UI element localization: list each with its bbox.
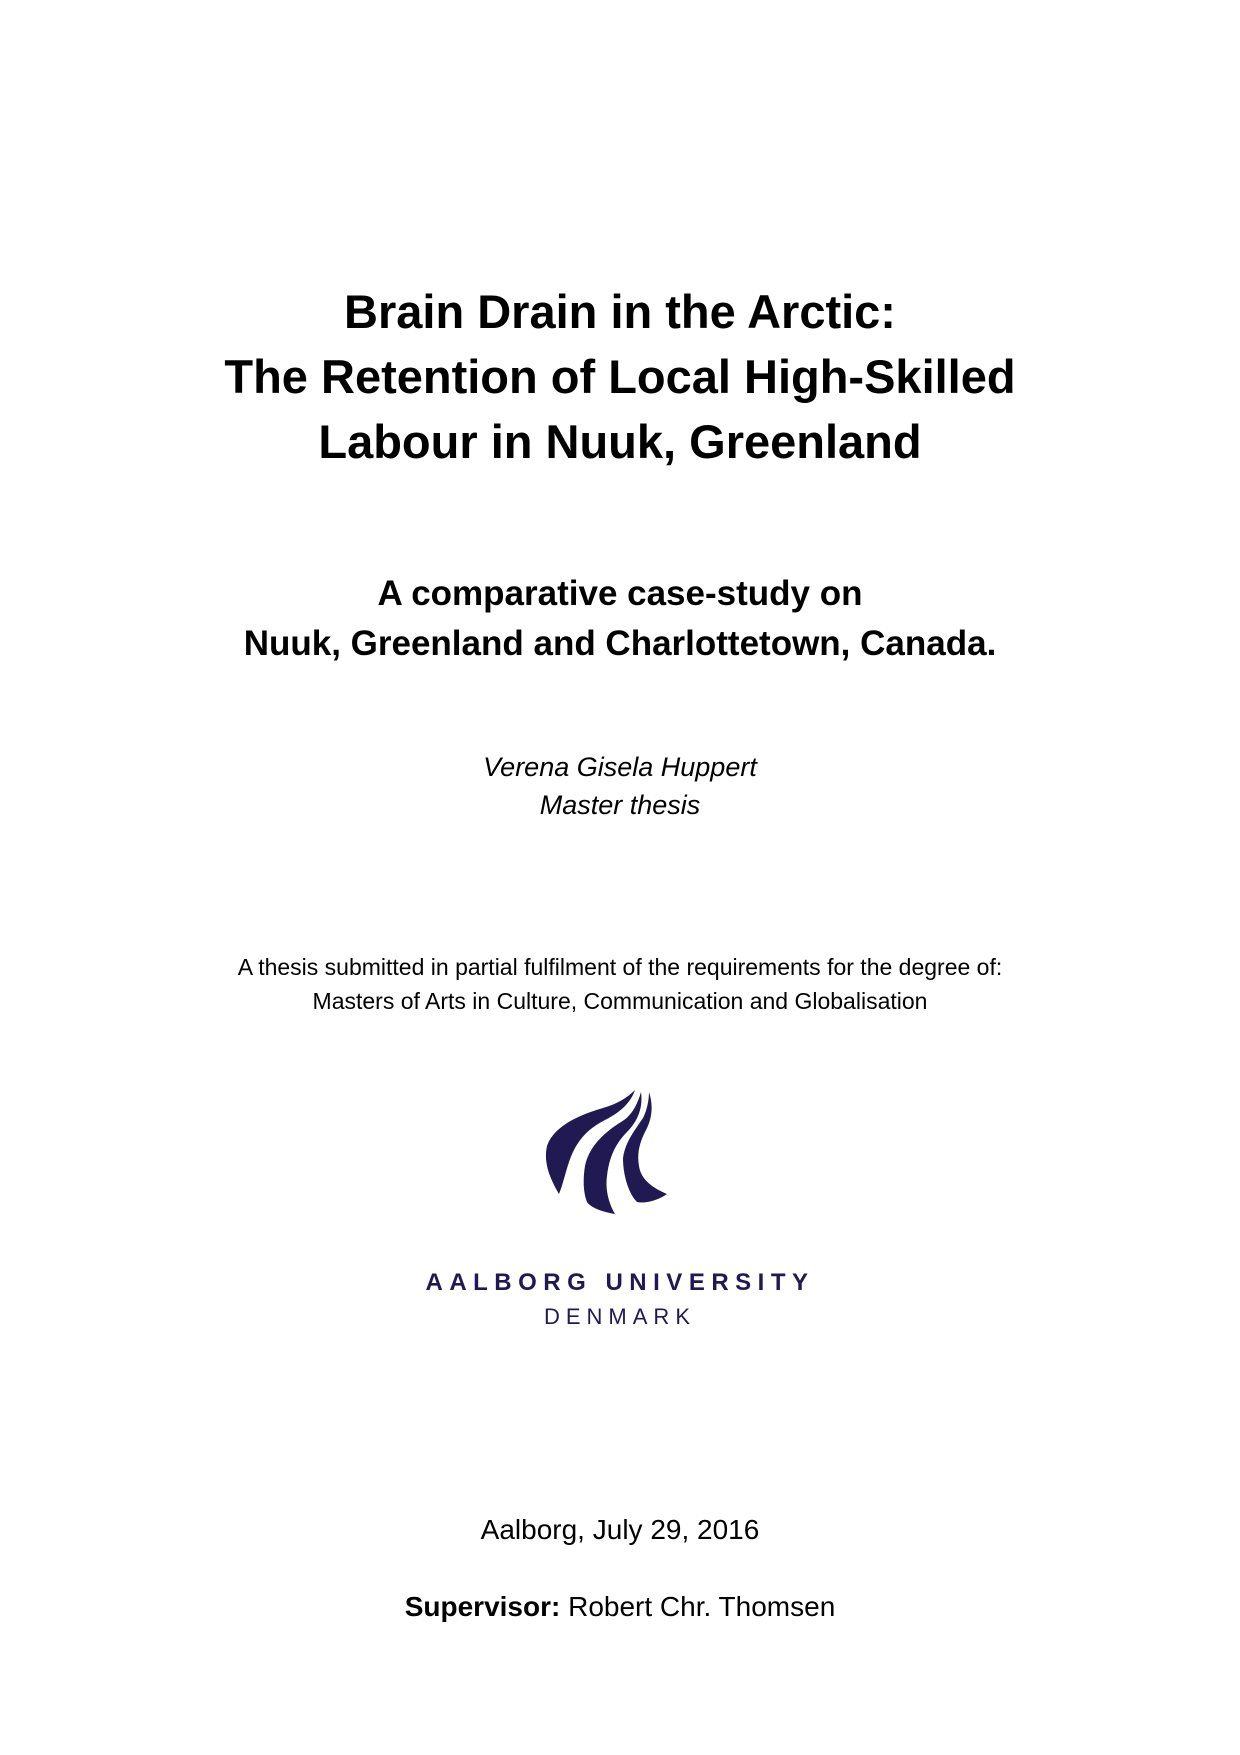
subtitle-line-2: Nuuk, Greenland and Charlottetown, Canada. [243, 624, 997, 663]
document-type: Master thesis [539, 790, 701, 820]
thesis-subtitle [0, 569, 1240, 669]
university-name: AALBORG UNIVERSITY [425, 1269, 815, 1296]
degree-statement [0, 950, 1240, 1018]
author-name: Verena Gisela Huppert [483, 752, 757, 782]
title-line-2: The Retention of Local High-Skilled [224, 350, 1016, 403]
title-line-1: Brain Drain in the Arctic: [344, 285, 896, 338]
university-country: DENMARK [543, 1304, 696, 1329]
statement-line-1: A thesis submitted in partial fulfilment of the requirements for the degree of: [237, 954, 1003, 980]
aalborg-university-logo-icon [545, 1088, 671, 1216]
title-line-3: Labour in Nuuk, Greenland [318, 415, 922, 468]
statement-line-2: Masters of Arts in Culture, Communication and Globalisation [312, 988, 928, 1014]
thesis-title [0, 279, 1240, 474]
supervisor-label: Supervisor: [404, 1591, 561, 1622]
supervisor-name: Robert Chr. Thomsen [568, 1591, 836, 1622]
submission-date: Aalborg, July 29, 2016 [480, 1514, 760, 1545]
subtitle-line-1: A comparative case-study on [377, 574, 863, 613]
supervisor-line [0, 1587, 1240, 1627]
author-block [0, 748, 1240, 824]
